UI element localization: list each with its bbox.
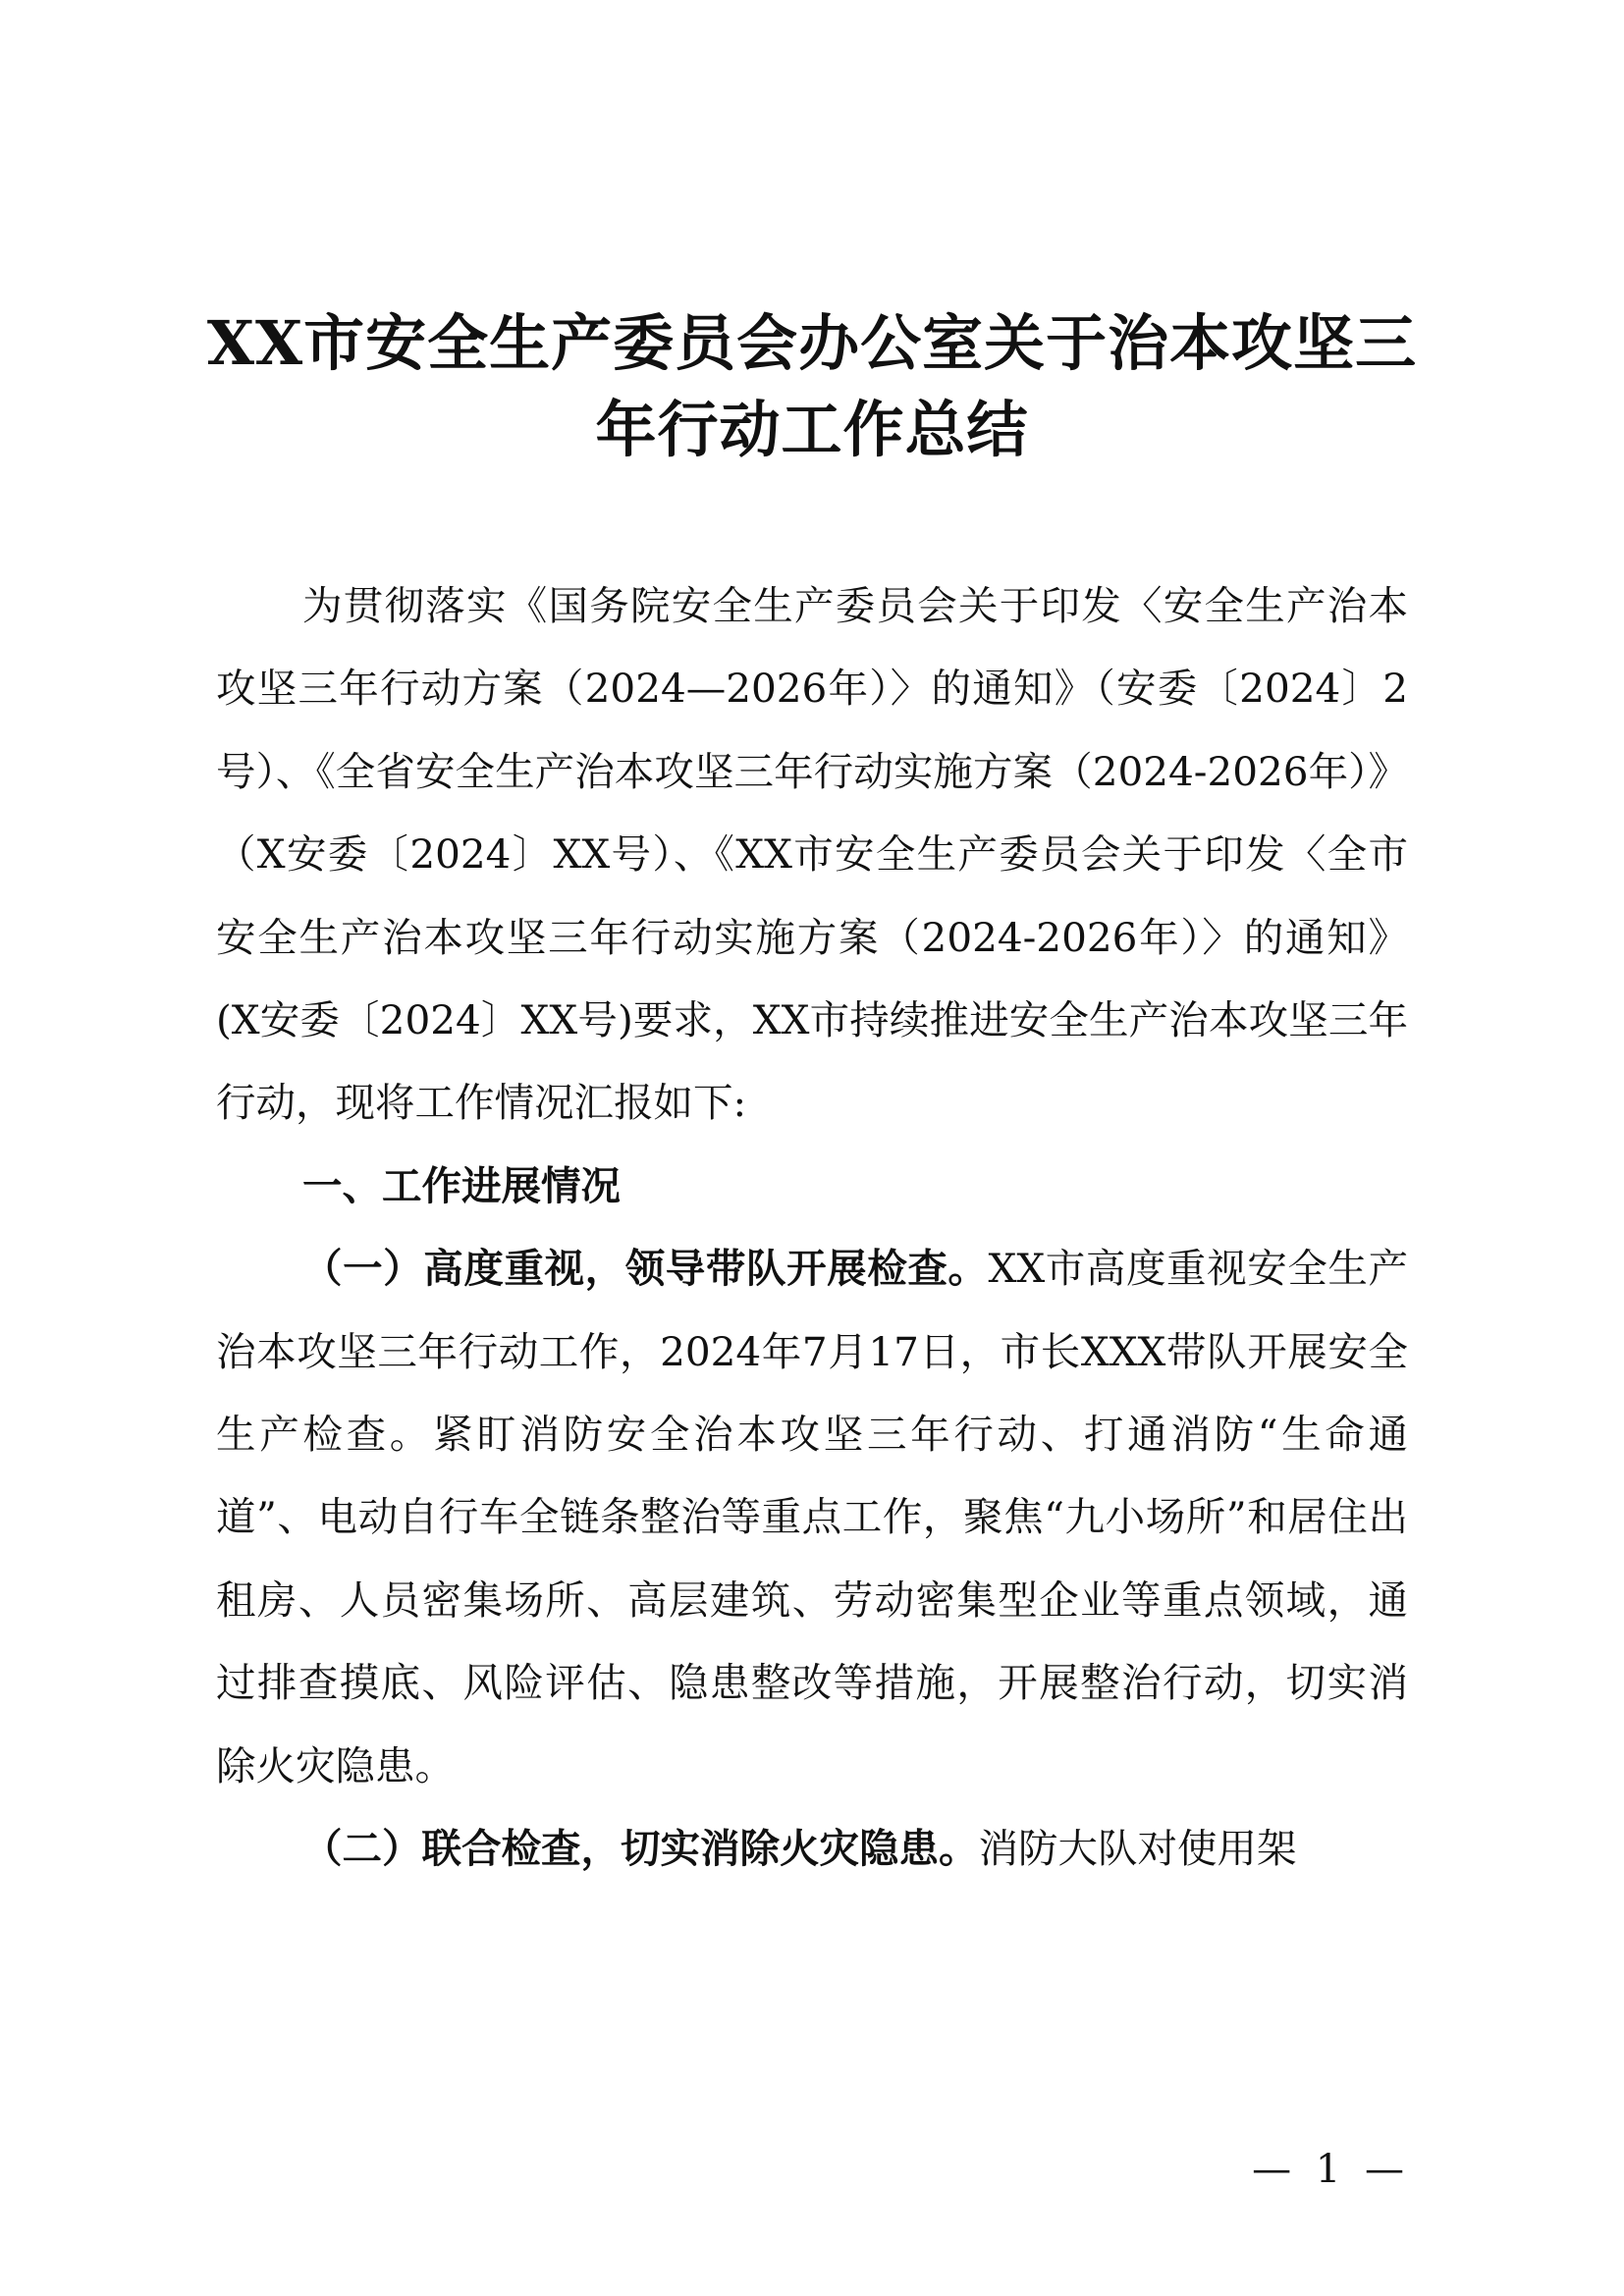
document-body: [216, 564, 1408, 1891]
item-1-lead: （一）高度重视，领导带队开展检查。: [302, 1245, 989, 1293]
document-title-line-1: XX市安全生产委员会办公室关于治本攻坚三: [206, 307, 1418, 379]
item-2-text: 消防大队对使用架: [978, 1825, 1297, 1873]
intro-paragraph: 为贯彻落实《国务院安全生产委员会关于印发〈安全生产治本攻坚三年行动方案（2024—2026年）〉的通知》（安委〔2024〕2号）、《全省安全生产治本攻坚三年行动实施方案（2024-2026年）》（X安委〔2024〕XX号）、《XX市安全生产委员会关于印发〈全市安全生产治本攻坚三年行动实施方案（2024-2026年）〉的通知》(X安委〔2024〕XX号)要求，XX市持续推进安全生产治本攻坚三年行动，现将工作情况汇报如下:: [216, 582, 1408, 1127]
item-2-paragraph: [216, 1807, 1408, 1890]
section-heading-work-progress: 一、工作进展情况: [302, 1161, 621, 1209]
document-title-line-2: 年行动工作总结: [595, 394, 1029, 465]
item-1-paragraph: [216, 1227, 1408, 1807]
page-number: — 1 —: [1252, 2147, 1410, 2192]
item-2-lead: （二）联合检查，切实消除火灾隐患。: [302, 1825, 979, 1873]
item-1-text: XX市高度重视安全生产治本攻坚三年行动工作，2024年7月17日，市长XXX带队开展安全生产检查。紧盯消防安全治本攻坚三年行动、打通消防“生命通道”、电动自行车全链条整治等重点工作，聚焦“九小场所”和居住出租房、人员密集场所、高层建筑、劳动密集型企业等重点领域，通过排查摸底、风险评估、隐患整改等措施，开展整治行动，切实消除火灾隐患。: [216, 1245, 1409, 1789]
